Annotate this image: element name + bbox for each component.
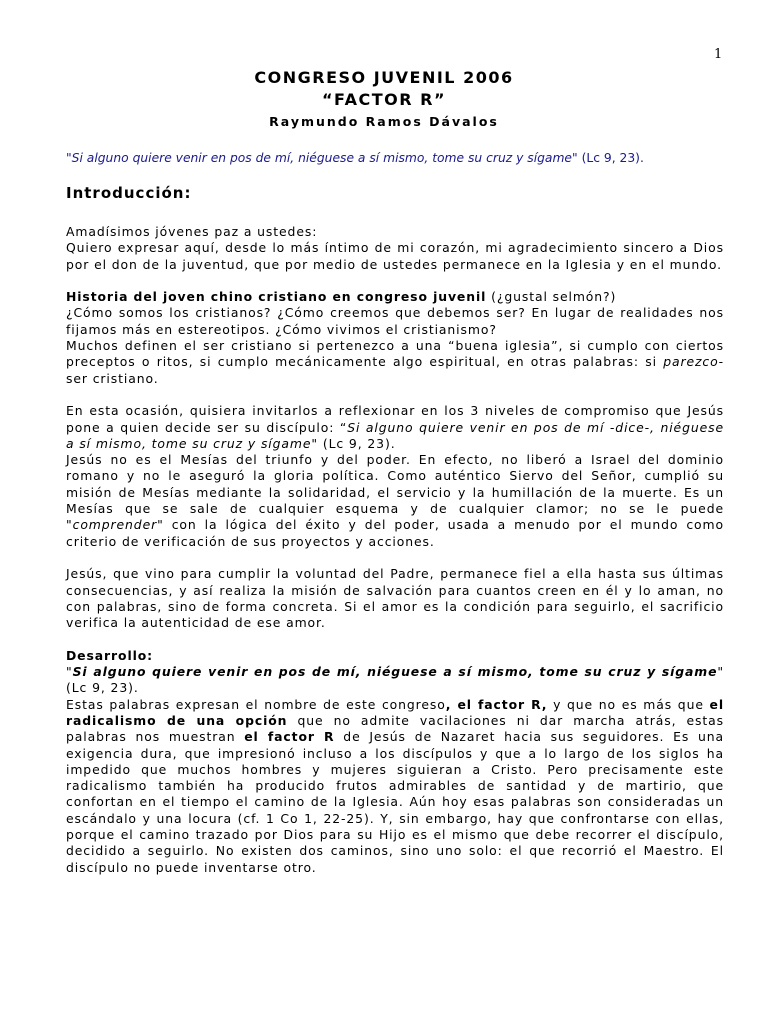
paragraph-mesias [66, 452, 724, 550]
page-number: 1 [714, 47, 723, 62]
paragraph-muchos [66, 338, 724, 387]
text-run: " con la lógica del éxito y del poder, usada a menudo por el mundo como criterio de verificación de sus proyectos y acciones. [66, 517, 724, 549]
text-run: En esta ocasión, quisiera invitarlos a reflexionar en los 3 niveles de compromiso que Jesús pone a quien decide ser su discípulo: “ [66, 403, 724, 435]
text-run: Estas palabras expresan el nombre de este congreso [66, 696, 446, 712]
epigraph-reference: (Lc 9, 23). [577, 151, 644, 165]
greeting-line: Amadísimos jóvenes paz a ustedes: [66, 224, 318, 239]
text-run-bold: , el factor R, [445, 696, 548, 712]
text-run-bold-italic: Si alguno quiere venir en pos de mí, niéguese a sí mismo, tome su cruz y sígame [72, 664, 718, 680]
document-body [66, 224, 724, 876]
paragraph-voluntad: Jesús, que vino para cumplir la voluntad del Padre, permanece fiel a ella hasta sus últimas consecuencias, y así realiza la misión de salvación para cuantos creen en él y lo aman, no con palabras, sino de forma concreta. Si el amor es la condición para seguirlo, el sacrificio verifica la autenticidad de ese amor. [66, 566, 724, 631]
text-run-italic: parezco [663, 354, 719, 370]
text-run-bold: el factor R [244, 729, 335, 745]
text-run: " (Lc 9, 23). [311, 435, 396, 451]
document-title: CONGRESO JUVENIL 2006 [254, 68, 514, 87]
text-run: " [66, 664, 73, 680]
paragraph-questions: ¿Cómo somos los cristianos? ¿Cómo creemos que debemos ser? En lugar de realidades nos fijamos más en estereotipos. ¿Cómo vivimos el cristianismo? [66, 305, 724, 337]
document-subtitle: “FACTOR R” [322, 90, 446, 109]
text-run: de Jesús de Nazaret hacia sus seguidores. Es una exigencia dura, que impresionó incluso a los discípulos y que a lo largo de los siglos ha impedido que muchos hombres y mujeres siguieran a Cristo. Pero precisamente este radicalismo también ha producido frutos admirables de santidad y de martirio, que confortan en el tiempo el camino de la Iglesia. Aún hoy esas palabras son consideradas un escándalo y una locura (cf. 1 Co 1, 22-25). Y, sin embargo, hay que confrontarse con ellas, porque el camino trazado por Dios para su Hijo es el mismo que debe recorrer el discípulo, decidido a seguirlo. No existen dos caminos, sino uno solo: el que recorrió el Maestro. El discípulo no puede inventarse otro. [66, 729, 725, 875]
text-run: - ser cristiano. [66, 354, 724, 386]
text-run: " (Lc 9, 23). [66, 664, 724, 696]
text-run: que no admite vacilaciones ni dar marcha atrás, estas palabras nos muestran [66, 712, 724, 745]
intro-heading: Introducción: [66, 184, 192, 202]
section-heading-historia: Historia del joven chino cristiano en congreso juvenil [66, 289, 487, 305]
text-run: Muchos definen el ser cristiano si pertenezco a una “buena iglesia”, si cumplo con ciertos preceptos o ritos, si cumplo mecánicamente algo espiritual, en otras palabras: si [66, 338, 724, 370]
text-run-italic: comprender [72, 517, 158, 533]
text-run: y que no es más que [547, 696, 710, 712]
text-run-italic: Si alguno quiere venir en pos de mí -dice-, niéguese a sí mismo, tome su cruz y sígame [66, 419, 724, 451]
section-heading-note: (¿gustal selmón?) [486, 289, 617, 305]
quote-desarrollo [66, 664, 724, 697]
paragraph-desarrollo [66, 697, 724, 876]
document-author: Raymundo Ramos Dávalos [269, 114, 499, 129]
epigraph-text: "Si alguno quiere venir en pos de mí, niéguese a sí mismo, tome su cruz y sígame" [66, 151, 578, 165]
section-historia [66, 289, 724, 305]
text-run-bold: el radicalismo de una opción [66, 696, 724, 728]
paragraph-invitation [66, 403, 724, 452]
text-run: Jesús no es el Mesías del triunfo y del poder. En efecto, no liberó a Israel del dominio romano y no le aseguró la gloria política. Como auténtico Siervo del Señor, cumplió su misión de Mesías mediante la solidaridad, el servicio y la humillación de la muerte. Es un Mesías que se sale de cualquier esquema y de cualquier clamor; no se le puede " [66, 452, 724, 533]
section-heading-desarrollo: Desarrollo: [66, 647, 154, 663]
epigraph-quote [66, 151, 706, 165]
paragraph-gratitude: Quiero expresar aquí, desde lo más íntimo de mi corazón, mi agradecimiento sincero a Dios por el don de la juventud, que por medio de ustedes permanece en la Iglesia y en el mundo. [66, 240, 724, 272]
